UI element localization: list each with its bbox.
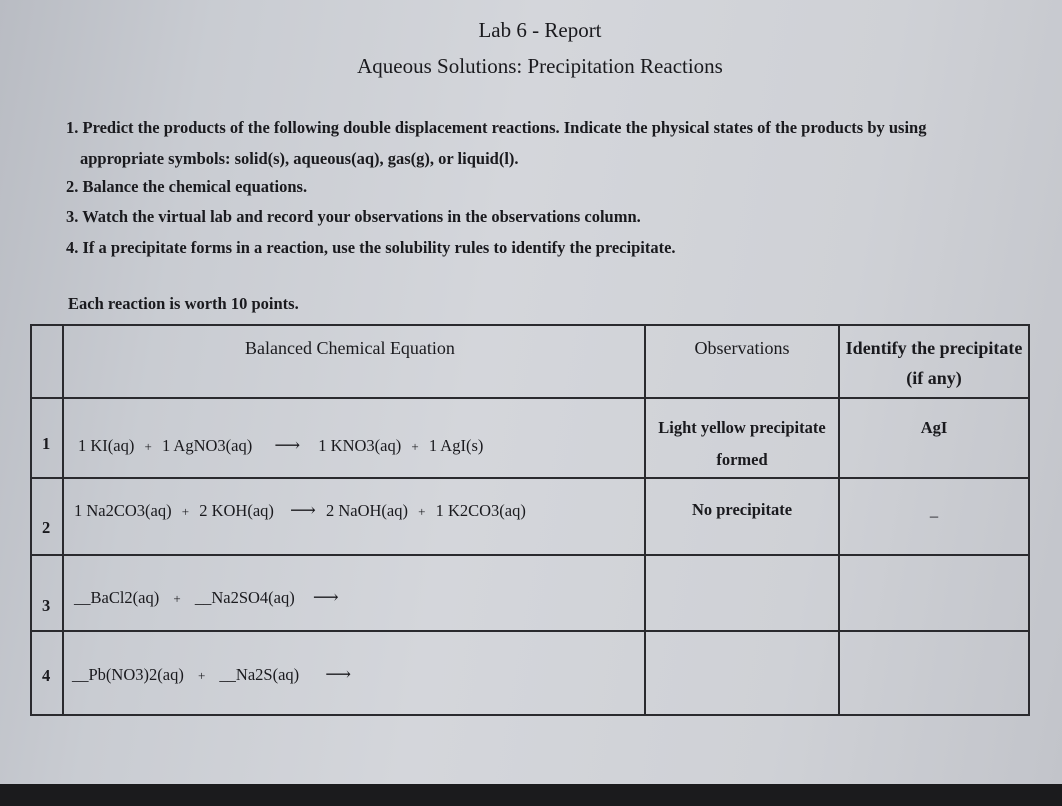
reactant: 1 Na2CO3(aq) — [74, 501, 172, 520]
row-divider — [30, 554, 1028, 556]
reaction-arrow-icon: ⟶ — [312, 587, 339, 607]
row-divider — [30, 397, 1028, 399]
observation-cont: formed — [716, 450, 768, 469]
header-equation: Balanced Chemical Equation — [245, 338, 455, 358]
table-row-equation — [74, 587, 339, 608]
reactant: 1 KI(aq) — [78, 436, 135, 455]
instruction-3: 3. Watch the virtual lab and record your observations in the observations column. — [66, 207, 641, 226]
product: 1 AgI(s) — [428, 436, 484, 455]
instruction-2: 2. Balance the chemical equations. — [66, 177, 308, 196]
reaction-arrow-icon: ⟶ — [290, 500, 316, 520]
row-number: 4 — [42, 666, 51, 685]
row-divider — [30, 630, 1028, 632]
reaction-arrow-icon: ⟶ — [274, 435, 301, 455]
product: 2 NaOH(aq) — [325, 501, 408, 520]
observation: Light yellow precipitate — [658, 418, 826, 437]
points-note: Each reaction is worth 10 points. — [68, 294, 299, 313]
table-row-equation — [74, 500, 526, 521]
reactant: 1 AgNO3(aq) — [161, 436, 253, 455]
plus-sign: + — [144, 439, 152, 454]
instruction-4: 4. If a precipitate forms in a reaction, use the solubility rules to identify the precipitate. — [66, 238, 676, 257]
precipitate-value: AgI — [920, 418, 948, 437]
reactant: 2 KOH(aq) — [199, 501, 274, 520]
report-subtitle: Aqueous Solutions: Precipitation Reactions — [357, 54, 723, 78]
plus-sign: + — [173, 591, 181, 606]
product: 1 KNO3(aq) — [318, 436, 402, 455]
bottom-bezel — [0, 784, 1062, 806]
plus-sign: + — [411, 439, 419, 454]
plus-sign: + — [181, 504, 190, 519]
observation: No precipitate — [691, 500, 793, 519]
table-row-equation — [78, 435, 483, 456]
plus-sign: + — [197, 668, 206, 683]
reactant: __Na2S(aq) — [219, 665, 300, 684]
row-number: 1 — [42, 434, 51, 453]
instruction-1: 1. Predict the products of the following double displacement reactions. Indicate the physical states of the products by using — [66, 118, 927, 137]
header-precipitate-note: (if any) — [906, 368, 962, 388]
instruction-1-cont: appropriate symbols: solid(s), aqueous(aq), gas(g), or liquid(l). — [80, 149, 519, 168]
table-row-equation — [72, 664, 351, 685]
row-number: 2 — [42, 518, 51, 537]
precipitate-value: – — [929, 506, 939, 525]
reaction-arrow-icon: ⟶ — [325, 664, 352, 684]
product: 1 K2CO3(aq) — [435, 501, 526, 520]
row-number: 3 — [42, 596, 51, 615]
header-precipitate: Identify the precipitate — [845, 338, 1023, 358]
reactant: __Pb(NO3)2(aq) — [72, 665, 184, 684]
header-observations: Observations — [694, 338, 790, 358]
reactant: __Na2SO4(aq) — [194, 588, 295, 607]
report-title: Lab 6 - Report — [478, 18, 602, 42]
reactant: __BaCl2(aq) — [74, 588, 160, 607]
col-divider — [62, 324, 64, 714]
row-divider — [30, 477, 1028, 479]
plus-sign: + — [418, 504, 426, 519]
